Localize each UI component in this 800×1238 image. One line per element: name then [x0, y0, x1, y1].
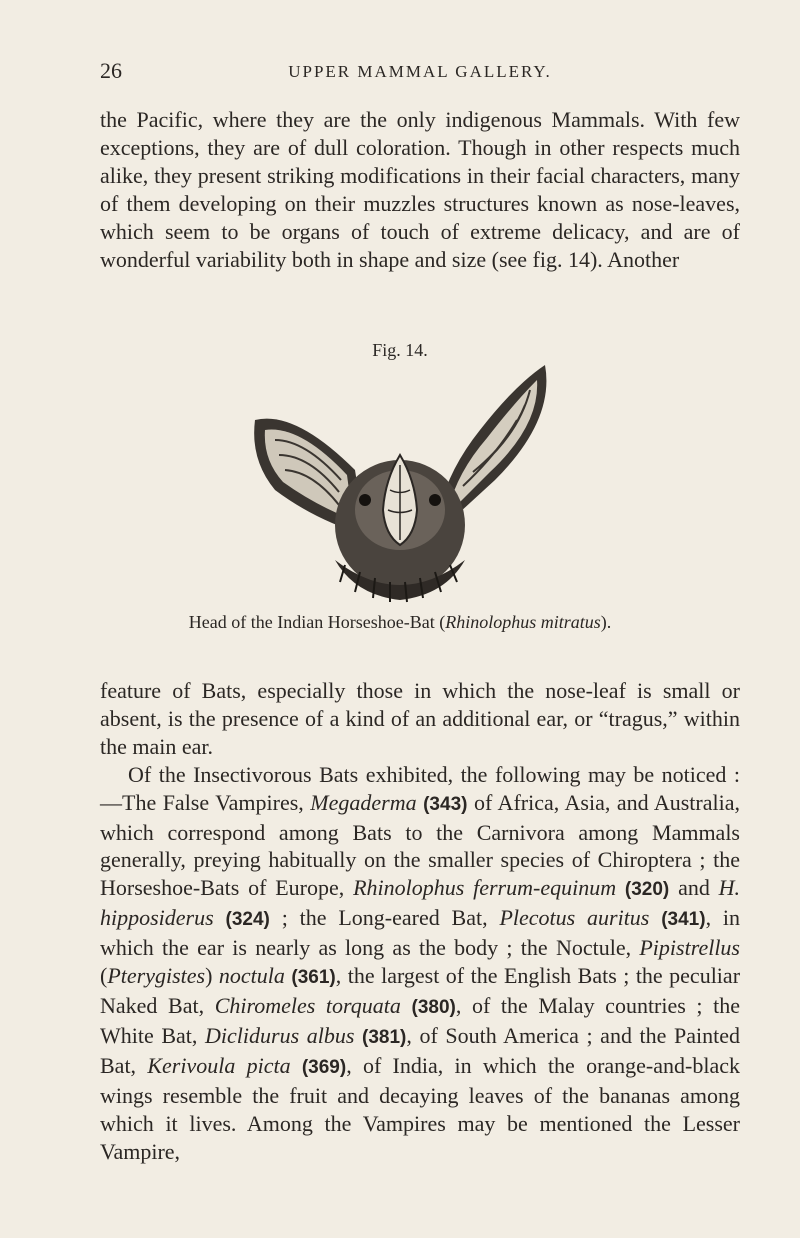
text-block-bottom [100, 677, 740, 1165]
text-run: , of South America ; and the Painted Bat, [100, 1022, 741, 1078]
species-name: Rhinolophus ferrum-equinum [353, 875, 617, 901]
exhibit-number: (380) [411, 996, 456, 1018]
text-run: ; the Long-eared Bat, [269, 905, 500, 931]
exhibit-number: (381) [362, 1026, 407, 1048]
text-run: , in which the ear is nearly as long as the body ; the Noctule, [100, 905, 740, 961]
caption-prefix: Head of the Indian Horseshoe-Bat ( [188, 612, 446, 632]
running-title: UPPER MAMMAL GALLERY. [288, 62, 552, 81]
exhibit-number: (320) [624, 879, 670, 901]
figure-caption [0, 612, 800, 633]
figure-label: Fig. 14. [372, 340, 428, 360]
exhibit-number: (361) [291, 967, 336, 989]
paragraph-tragus: feature of Bats, especially those in which the nose-leaf is small or absent, is the presence of a kind of an additional ear, or “tragus,” within the main ear. [100, 678, 740, 759]
species-name: Diclidurus albus [205, 1022, 355, 1048]
right-eye [429, 494, 441, 506]
text-run: , of India, in which the orange-and-black wings resemble the fruit and decaying leaves of the bananas among which it lives. Among the Vampires may be mentioned the Lesser Vampire, [100, 1052, 740, 1164]
species-name: noctula [218, 963, 285, 989]
bat-head-illustration [235, 360, 565, 610]
text-run: , the largest of the English Bats ; the peculiar Naked Bat, [100, 963, 741, 1018]
exhibit-number: (369) [301, 1056, 347, 1078]
text-run: , of the Malay countries ; the White Bat, [100, 992, 741, 1048]
species-name: Chiromeles torquata [214, 992, 401, 1018]
species-name: Pterygistes [107, 963, 206, 989]
paragraph-intro: the Pacific, where they are the only indigenous Mammals. With few exceptions, they are of dull coloration. Though in other respects much alike, they present striking modifications in their facial characters, many of them developing on their muzzles structures known as nose-leaves, which seem to be organs of touch of extreme delicacy, and are of wonderful variability both in shape and size (see fig. 14). Another [100, 107, 740, 272]
caption-species: Rhinolophus mitratus [445, 612, 601, 632]
page-number: 26 [100, 58, 122, 83]
caption-suffix: ). [600, 612, 612, 632]
exhibit-number: (341) [661, 909, 706, 931]
running-head [100, 58, 740, 88]
exhibit-number: (324) [225, 909, 270, 931]
exhibit-number: (343) [423, 793, 468, 815]
species-name: Pipistrellus [639, 935, 740, 961]
species-name: Plecotus auritus [499, 905, 650, 931]
text-run: ) [205, 963, 219, 989]
species-name: H. hipposiderus [100, 875, 741, 931]
text-run: of Africa, Asia, and Australia, which correspond among Bats to the Carnivora among Mammals generally, preying habitually on the smaller species of Chiroptera ; the Horseshoe-Bats of Europe, [100, 789, 740, 901]
paragraph-insectivorous-bats [100, 761, 740, 1166]
text-run: and [669, 875, 719, 901]
species-name: Megaderma [310, 789, 417, 815]
left-eye [359, 494, 371, 506]
text-run: Of the Insectivorous Bats exhibited, the following may be noticed :—The False Vampires, [100, 761, 740, 815]
text-block-top [100, 106, 740, 273]
text-run: ( [100, 963, 108, 989]
species-name: Kerivoula picta [147, 1052, 291, 1078]
